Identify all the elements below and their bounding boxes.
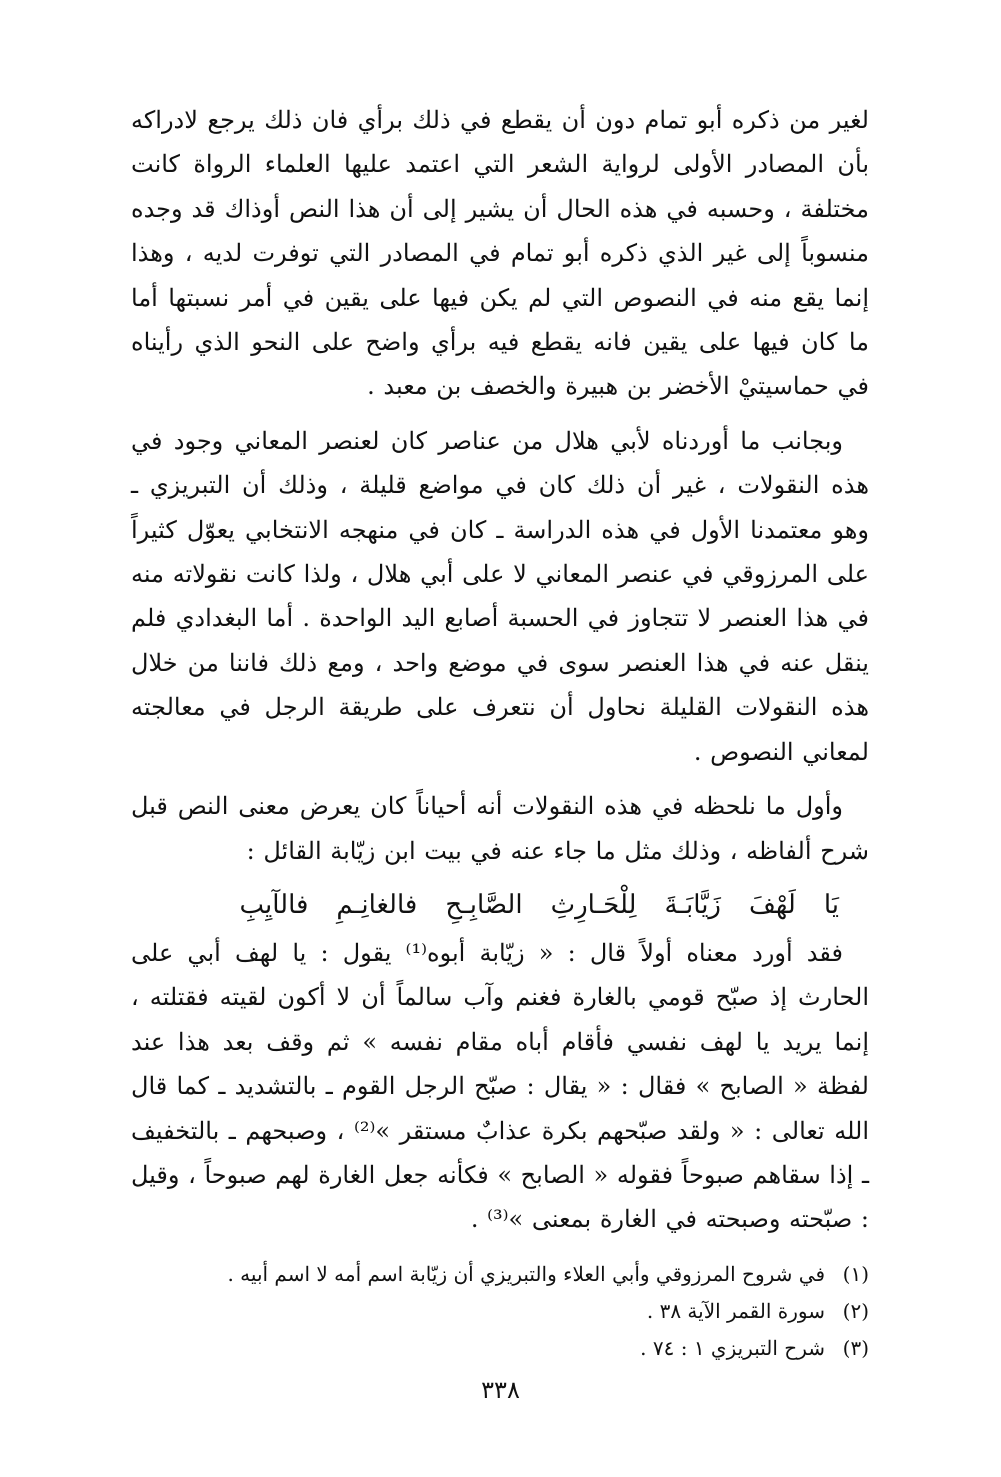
footnote-number: (١)	[842, 1261, 869, 1286]
footnote-text: شرح التبريزي ١ : ٧٤ .	[640, 1335, 825, 1360]
footnote-item	[131, 1293, 869, 1330]
verse-word: يَا	[823, 889, 839, 920]
paragraph-4: فقد أورد معناه أولاً قال : « زيّابة أبوه⁽¹⁾ يقول : يا لهف أبي على الحارث إذ صبّح قومي بالغارة فغنم وآب سالماً أن لا أكون لقيته فقتلته ، إنما يريد يا لهف نفسي فأقام أباه مقام نفسه » ثم وقف بعد هذا عند لفظة « الصابح » فقال : « يقال : صبّح الرجل القوم ـ بالتشديد ـ كما قال الله تعالى : « ولقد صبّحهم بكرة عذابٌ مستقر »⁽²⁾ ، وصبحهم ـ بالتخفيف ـ إذا سقاهم صبوحاً فقوله « الصابح » فكأنه جعل الغارة لهم صبوحاً ، وقيل : صبّحته وصبحته في الغارة بمعنى »⁽³⁾ .	[130, 938, 870, 1234]
footnote-number: (٣)	[842, 1335, 869, 1360]
verse-word: زَيَّابَـةَ	[664, 889, 721, 920]
verse-word: الصَّابِـحِ	[445, 889, 523, 920]
verse-word: فالغانِـمِ	[336, 889, 418, 920]
paragraph-3: وأول ما نلحظه في هذه النقولات أنه أحياناً كان يعرض معنى النص قبل شرح ألفاظه ، وذلك مثل ما جاء عنه في بيت ابن زيّابة القائل :	[131, 792, 869, 865]
verse-word: لِلْحَـارِثِ	[550, 889, 637, 920]
footnote-text: سورة القمر الآية ٣٨ .	[646, 1298, 825, 1323]
page-number: ٣٣٨	[481, 1376, 520, 1404]
footnote-text: في شروح المرزوقي وأبي العلاء والتبريزي أن زيّابة اسم أمه لا اسم أبيه .	[227, 1261, 825, 1286]
page-body	[131, 98, 869, 1367]
footnote-number: (٢)	[842, 1298, 869, 1323]
paragraph-2: وبجانب ما أوردناه لأبي هلال من عناصر كان لعنصر المعاني وجود في هذه النقولات ، غير أن ذلك كان في مواضع قليلة ، وذلك أن التبريزي ـ وهو معتمدنا الأول في هذه الدراسة ـ كان في منهجه الانتخابي يعوّل كثيراً على المرزوقي في عنصر المعاني لا على أبي هلال ، ولذا كانت نقولاته منه في هذا العنصر لا تتجاوز في الحسبة أصابع اليد الواحدة . أما البغدادي فلم ينقل عنه في هذا العنصر سوى في موضع واحد ، ومع ذلك فاننا من خلال هذه النقولات القليلة نحاول أن نتعرف على طريقة الرجل في معالجته لمعاني النصوص .	[131, 426, 869, 766]
footnote-item	[131, 1330, 869, 1367]
footnote-item	[131, 1256, 869, 1293]
verse-word: فالآيِبِ	[239, 889, 309, 920]
footnotes-list	[131, 1256, 869, 1367]
verse-word: لَهْفَ	[749, 889, 796, 920]
verse-line	[131, 885, 869, 925]
paragraph-1: لغير من ذكره أبو تمام دون أن يقطع في ذلك برأي فان ذلك يرجع لادراكه بأن المصادر الأولى لرواية الشعر التي اعتمد عليها العلماء الرواة كانت مختلفة ، وحسبه في هذه الحال أن يشير إلى أن هذا النص أوذاك قد وجده منسوباً إلى غير الذي ذكره أبو تمام في المصادر التي توفرت لديه ، وهذا إنما يقع منه في النصوص التي لم يكن فيها على يقين في أمر نسبتها أما ما كان فيها على يقين فانه يقطع فيه برأي واضح على النحو الذي رأيناه في حماسيتيْ الأخضر بن هبيرة والخصف بن معبد .	[131, 106, 870, 401]
